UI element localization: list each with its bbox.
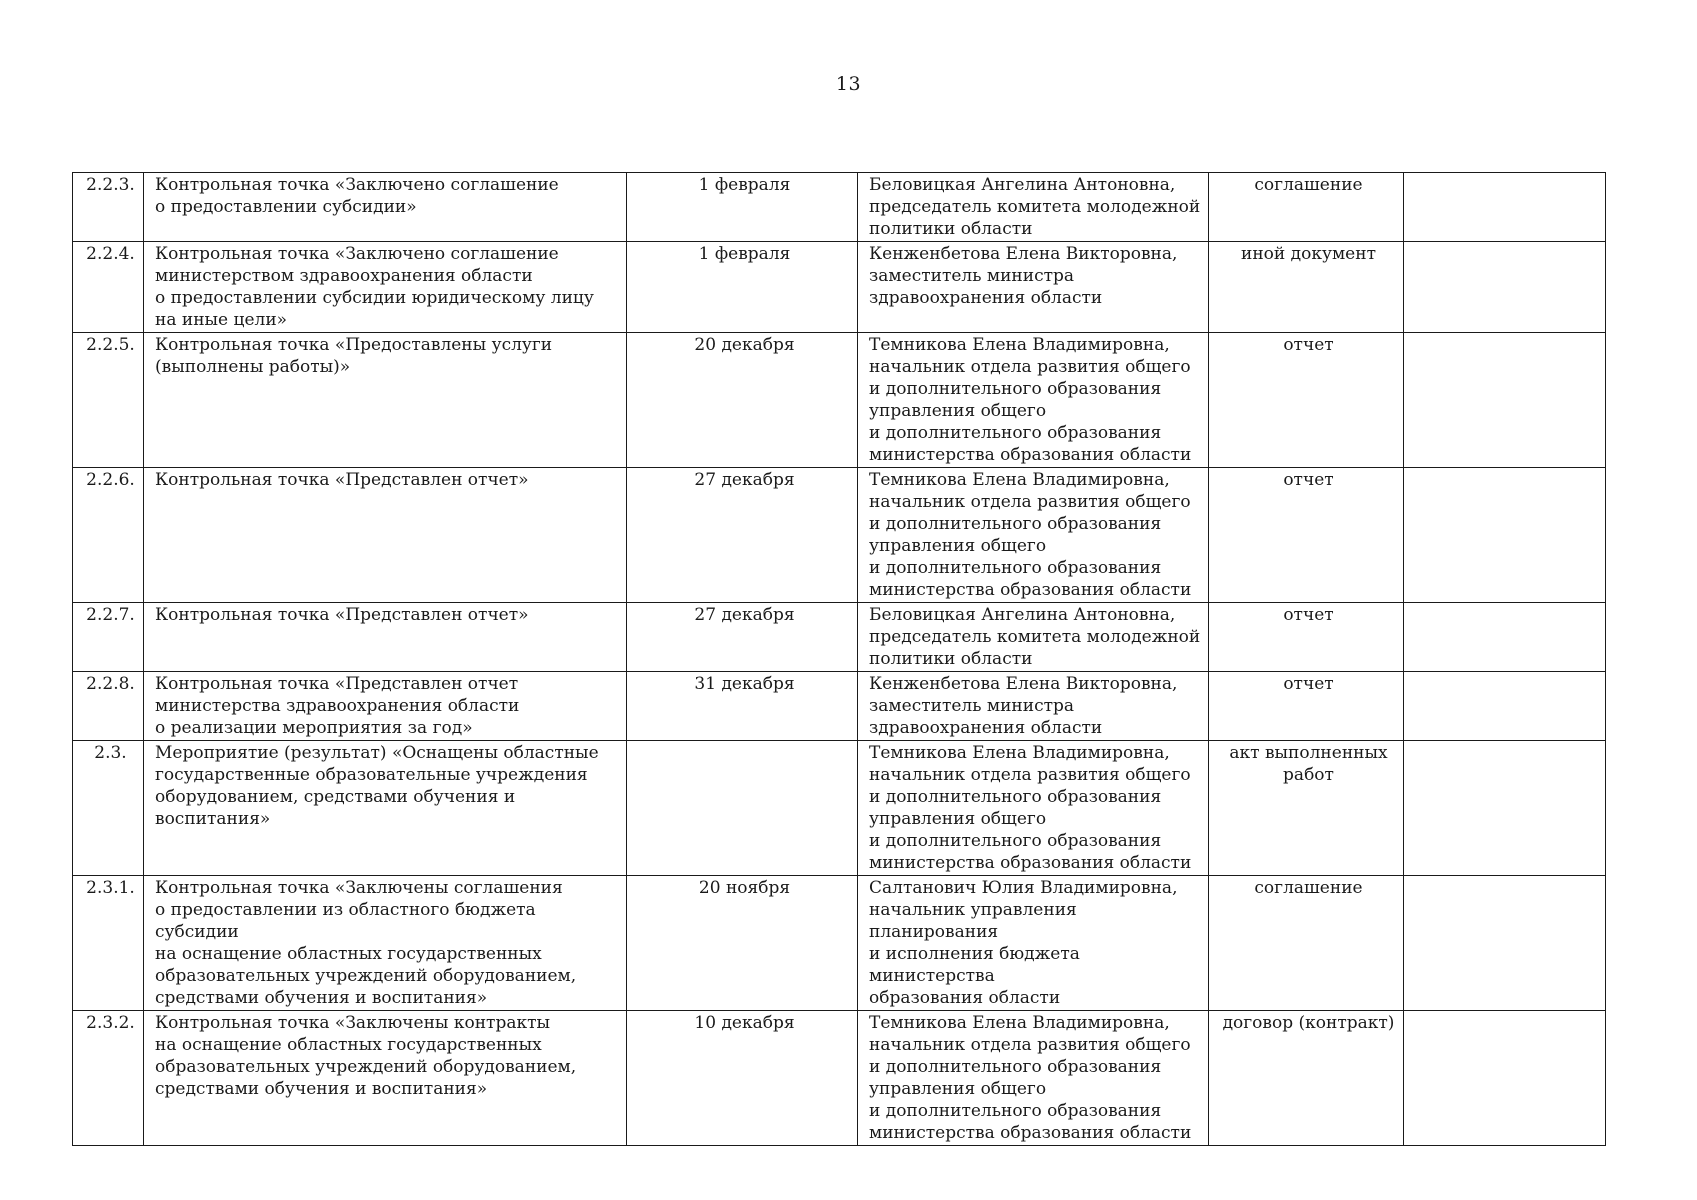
row-responsible: Кенженбетова Елена Викторовна, заместитель министра здравоохранения области: [858, 672, 1209, 741]
row-extra: [1404, 468, 1606, 603]
row-number: 2.3.2.: [73, 1011, 144, 1146]
row-name: Контрольная точка «Предоставлены услуги (выполнены работы)»: [144, 333, 627, 468]
row-name: Контрольная точка «Представлен отчет»: [144, 468, 627, 603]
row-name: Контрольная точка «Представлен отчет министерства здравоохранения области о реализации мероприятия за год»: [144, 672, 627, 741]
row-date: 31 декабря: [627, 672, 858, 741]
row-document: договор (контракт): [1209, 1011, 1404, 1146]
row-extra: [1404, 672, 1606, 741]
row-extra: [1404, 173, 1606, 242]
table-row: [73, 741, 1606, 876]
row-responsible: Темникова Елена Владимировна, начальник отдела развития общего и дополнительного образования управления общего и дополнительного образования министерства образования области: [858, 741, 1209, 876]
row-responsible: Салтанович Юлия Владимировна, начальник управления планирования и исполнения бюджета министерства образования области: [858, 876, 1209, 1011]
row-date: [627, 741, 858, 876]
row-number: 2.2.8.: [73, 672, 144, 741]
table-row: [73, 242, 1606, 333]
table-row: [73, 603, 1606, 672]
row-date: 20 декабря: [627, 333, 858, 468]
row-name: Контрольная точка «Заключено соглашение о предоставлении субсидии»: [144, 173, 627, 242]
row-name: Контрольная точка «Заключены соглашения о предоставлении из областного бюджета субсидии на оснащение областных государственных образовательных учреждений оборудованием, средствами обучения и воспитания»: [144, 876, 627, 1011]
table-row: [73, 173, 1606, 242]
row-extra: [1404, 1011, 1606, 1146]
row-name: Контрольная точка «Заключены контракты на оснащение областных государственных образовательных учреждений оборудованием, средствами обучения и воспитания»: [144, 1011, 627, 1146]
row-date: 20 ноября: [627, 876, 858, 1011]
row-name: Контрольная точка «Представлен отчет»: [144, 603, 627, 672]
row-responsible: Темникова Елена Владимировна, начальник отдела развития общего и дополнительного образования управления общего и дополнительного образования министерства образования области: [858, 468, 1209, 603]
row-number: 2.2.3.: [73, 173, 144, 242]
row-number: 2.2.6.: [73, 468, 144, 603]
row-responsible: Темникова Елена Владимировна, начальник отдела развития общего и дополнительного образования управления общего и дополнительного образования министерства образования области: [858, 1011, 1209, 1146]
row-number: 2.3.: [73, 741, 144, 876]
row-document: соглашение: [1209, 173, 1404, 242]
table-row: [73, 333, 1606, 468]
row-responsible: Беловицкая Ангелина Антоновна, председатель комитета молодежной политики области: [858, 173, 1209, 242]
row-document: акт выполненных работ: [1209, 741, 1404, 876]
page-number: 13: [835, 73, 862, 95]
table-row: [73, 1011, 1606, 1146]
table-row: [73, 672, 1606, 741]
row-name: Контрольная точка «Заключено соглашение министерством здравоохранения области о предоставлении субсидии юридическому лицу на иные цели»: [144, 242, 627, 333]
row-document: соглашение: [1209, 876, 1404, 1011]
table-row: [73, 468, 1606, 603]
row-extra: [1404, 876, 1606, 1011]
row-number: 2.2.5.: [73, 333, 144, 468]
row-responsible: Кенженбетова Елена Викторовна, заместитель министра здравоохранения области: [858, 242, 1209, 333]
row-extra: [1404, 242, 1606, 333]
row-responsible: Беловицкая Ангелина Антоновна, председатель комитета молодежной политики области: [858, 603, 1209, 672]
row-number: 2.3.1.: [73, 876, 144, 1011]
row-responsible: Темникова Елена Владимировна, начальник отдела развития общего и дополнительного образования управления общего и дополнительного образования министерства образования области: [858, 333, 1209, 468]
row-extra: [1404, 333, 1606, 468]
row-date: 1 февраля: [627, 173, 858, 242]
row-document: иной документ: [1209, 242, 1404, 333]
row-date: 27 декабря: [627, 468, 858, 603]
row-document: отчет: [1209, 672, 1404, 741]
row-extra: [1404, 741, 1606, 876]
row-date: 10 декабря: [627, 1011, 858, 1146]
row-date: 1 февраля: [627, 242, 858, 333]
row-document: отчет: [1209, 333, 1404, 468]
row-document: отчет: [1209, 603, 1404, 672]
row-extra: [1404, 603, 1606, 672]
row-date: 27 декабря: [627, 603, 858, 672]
row-document: отчет: [1209, 468, 1404, 603]
plan-table: [72, 172, 1606, 1146]
row-number: 2.2.4.: [73, 242, 144, 333]
table-row: [73, 876, 1606, 1011]
row-name: Мероприятие (результат) «Оснащены областные государственные образовательные учреждения оборудованием, средствами обучения и воспитания»: [144, 741, 627, 876]
row-number: 2.2.7.: [73, 603, 144, 672]
